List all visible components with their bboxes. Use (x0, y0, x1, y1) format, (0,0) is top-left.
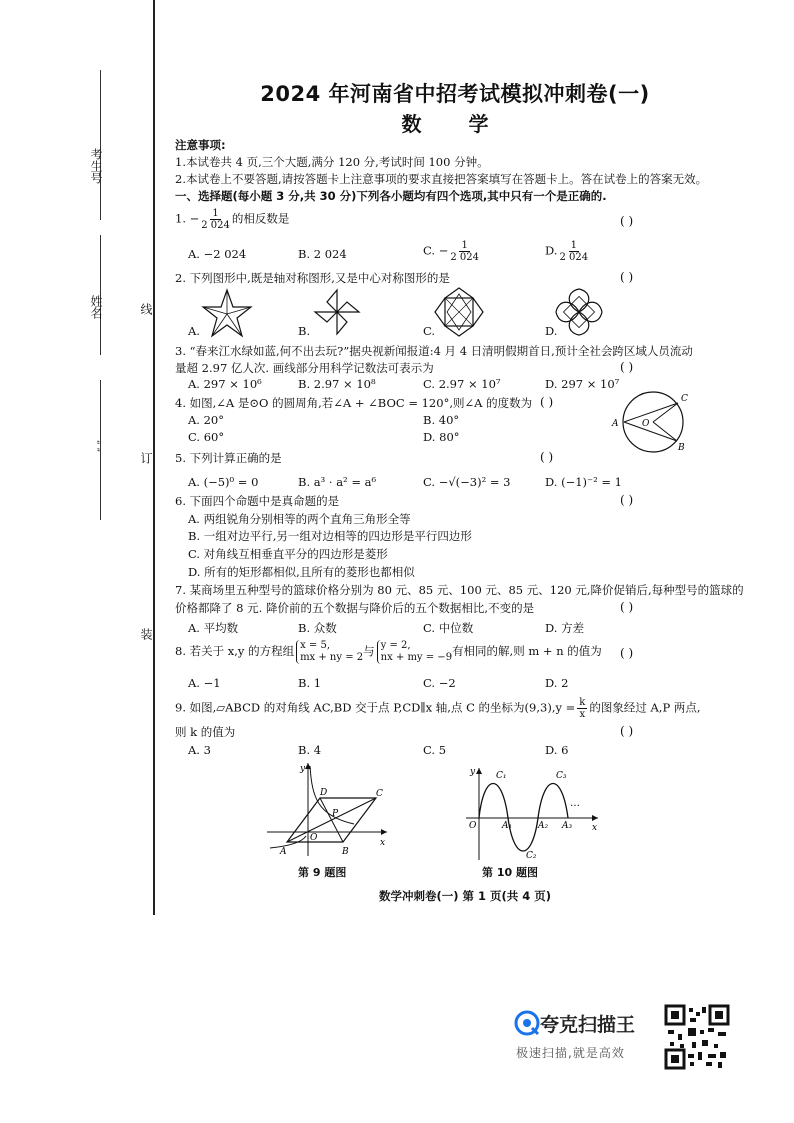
q1-option-d: D. $\frac{1}{2 024}$ (545, 240, 589, 263)
five-point-star-figure (200, 288, 254, 338)
eight-point-star-figure (433, 286, 485, 338)
q9-caption: 第 9 题图 (298, 866, 347, 879)
q9-option-c: C. 5 (423, 743, 447, 757)
candidate-no-underline (100, 70, 101, 220)
q10-label-c3: C₃ (556, 771, 567, 781)
q9-label-c: C (376, 789, 383, 799)
q2-stem: 2. 下列图形中,既是轴对称图形,又是中心对称图形的是 (175, 271, 450, 285)
page-footer: 数学冲刺卷(一) 第 1 页(共 4 页) (378, 889, 552, 903)
q4-label-c: C (681, 394, 688, 404)
q4-option-a: A. 20° (188, 413, 224, 427)
section-heading: 一、选择题(每小题 3 分,共 30 分)下列各小题均有四个选项,其中只有一个是正确的. (175, 189, 607, 203)
candidate-no-label: 考生号 (89, 148, 103, 184)
qr-code-icon (664, 1004, 730, 1070)
q10-label-a1: A₁ (502, 821, 513, 831)
q10-wave-figure (462, 762, 602, 862)
q8-option-d: D. 2 (545, 676, 569, 690)
q5-option-a: A. (−5)⁰ = 0 (188, 475, 259, 489)
answer-paren: ( ) (620, 600, 634, 614)
subject-title: 数 学 (401, 112, 509, 136)
q4-option-d: D. 80° (423, 430, 460, 444)
q10-label-dots: … (570, 798, 580, 809)
q8-system-2: y = 2, nx + my = −9 (377, 640, 452, 664)
q7-option-a: A. 平均数 (188, 621, 239, 635)
answer-paren: ( ) (620, 646, 634, 660)
name-label: 姓名 (89, 295, 103, 319)
q3-option-a: A. 297 × 10⁶ (188, 377, 262, 391)
notice-item: 2.本试卷上不要答题,请按答题卡上注意事项的要求直接把答案填写在答题卡上。答在试卷上的答案无效。 (175, 172, 708, 186)
q1-fraction: $\frac{1}{2 024}$ (201, 208, 230, 231)
q10-label-y: y (470, 767, 476, 777)
q9-label-y: y (300, 764, 306, 774)
q9-stem-line1: 9. 如图,▱ABCD 的对角线 AC,BD 交于点 P,CD∥x 轴,点 C 的坐标为(9,3),y = $\frac{k}{x}$ 的图象经过 A,P 两点, (175, 697, 701, 720)
q1-option-a: A. −2 024 (188, 247, 247, 261)
q8-option-a: A. −1 (188, 676, 221, 690)
q5-stem: 5. 下列计算正确的是 (175, 451, 282, 465)
q7-option-b: B. 众数 (298, 621, 337, 635)
q2-label-a: A. (188, 324, 200, 338)
q3-option-b: B. 2.97 × 10⁸ (298, 377, 376, 391)
q10-label-x: x (592, 823, 598, 833)
q4-option-c: C. 60° (188, 430, 225, 444)
q9-label-a: A (280, 847, 287, 857)
q3-option-d: D. 297 × 10⁷ (545, 377, 620, 391)
q8-stem: 8. 若关于 x,y 的方程组 x = 5, mx + ny = 2与 y = 2, nx + my = −9有相同的解,则 m + n 的值为 (175, 640, 602, 663)
scanner-logo-icon (514, 1010, 540, 1036)
page-title: 2024 年河南省中招考试模拟冲刺卷(一) (260, 82, 650, 106)
q9-label-o: O (310, 833, 318, 843)
q9-label-x: x (380, 838, 386, 848)
q9-label-p: P (332, 809, 339, 819)
answer-paren: ( ) (540, 395, 554, 409)
q3-stem-line1: 3. “春来江水绿如蓝,何不出去玩?”据央视新闻报道:4 月 4 日清明假期首日,预计全社会跨区域人员流动 (175, 344, 693, 358)
extra-label: “ ” (90, 440, 100, 453)
q6-option-d: D. 所有的矩形都相似,且所有的菱形也都相似 (188, 565, 415, 579)
q6-stem: 6. 下面四个命题中是真命题的是 (175, 494, 340, 508)
q2-label-d: D. (545, 324, 558, 338)
answer-paren: ( ) (540, 450, 554, 464)
pinwheel-figure (313, 288, 361, 336)
q6-option-a: A. 两组锐角分别相等的两个直角三角形全等 (188, 512, 411, 526)
q9-label-d: D (320, 788, 328, 798)
q1-option-b: B. 2 024 (298, 247, 347, 261)
q8-system-1: x = 5, mx + ny = 2 (296, 640, 363, 664)
q5-option-b: B. a³ · a² = a⁶ (298, 475, 377, 489)
petal-flower-figure (553, 286, 605, 338)
q5-option-c: C. −√(−3)² = 3 (423, 475, 511, 489)
bind-char: 订 (139, 452, 153, 464)
q4-label-o: O (642, 419, 650, 429)
q7-stem-line2: 价格都降了 8 元. 降价前的五个数据与降价后的五个数据相比,不变的是 (175, 601, 535, 615)
q8-option-c: C. −2 (423, 676, 456, 690)
q9-option-a: A. 3 (188, 743, 211, 757)
q10-caption: 第 10 题图 (482, 866, 538, 879)
notice-item: 1.本试卷共 4 页,三个大题,满分 120 分,考试时间 100 分钟。 (175, 155, 489, 169)
q2-label-c: C. (423, 324, 436, 338)
q4-label-b: B (678, 443, 685, 453)
q3-stem-line2: 量超 2.97 亿人次. 画线部分用科学记数法可表示为 (175, 361, 434, 375)
scanner-brand: 夸克扫描王 (540, 1014, 636, 1036)
q7-option-c: C. 中位数 (423, 621, 474, 635)
q9-stem-line2: 则 k 的值为 (175, 725, 236, 739)
q7-option-d: D. 方差 (545, 621, 585, 635)
q9-option-b: B. 4 (298, 743, 322, 757)
q10-label-c2: C₂ (526, 851, 537, 861)
q4-label-a: A (612, 419, 619, 429)
q2-label-b: B. (298, 324, 311, 338)
q10-label-o: O (469, 821, 477, 831)
line-char: 线 (139, 303, 153, 315)
q1-stem: 1. − $\frac{1}{2 024}$ 的相反数是 (175, 208, 290, 231)
q6-option-b: B. 一组对边平行,另一组对边相等的四边形是平行四边形 (188, 529, 472, 543)
answer-paren: ( ) (620, 493, 634, 507)
q4-stem: 4. 如图,∠A 是⊙O 的圆周角,若∠A + ∠BOC = 120°,则∠A 的度数为 (175, 396, 533, 410)
q9-option-d: D. 6 (545, 743, 569, 757)
q9-label-b: B (342, 847, 349, 857)
answer-paren: ( ) (620, 724, 634, 738)
q1-option-c: C. − $\frac{1}{2 024}$ (423, 240, 479, 263)
seal-char: 装 (139, 628, 153, 640)
q6-option-c: C. 对角线互相垂直平分的四边形是菱形 (188, 547, 388, 561)
q10-label-a3: A₃ (562, 821, 573, 831)
q3-option-c: C. 2.97 × 10⁷ (423, 377, 501, 391)
notice-heading: 注意事项: (175, 138, 226, 152)
answer-paren: ( ) (620, 214, 634, 228)
q5-option-d: D. (−1)⁻² = 1 (545, 475, 622, 489)
extra-underline (100, 380, 101, 520)
q9-parallelogram-figure (262, 758, 392, 858)
answer-paren: ( ) (620, 360, 634, 374)
q7-stem-line1: 7. 某商场里五种型号的篮球价格分别为 80 元、85 元、100 元、85 元、120 元,降价促销后,每种型号的篮球的 (175, 583, 744, 597)
q8-option-b: B. 1 (298, 676, 322, 690)
q10-label-a2: A₂ (538, 821, 549, 831)
q4-option-b: B. 40° (423, 413, 460, 427)
scanner-slogan: 极速扫描,就是高效 (516, 1046, 625, 1060)
q10-label-c1: C₁ (496, 771, 507, 781)
q4-circle-figure (608, 386, 692, 456)
answer-paren: ( ) (620, 270, 634, 284)
